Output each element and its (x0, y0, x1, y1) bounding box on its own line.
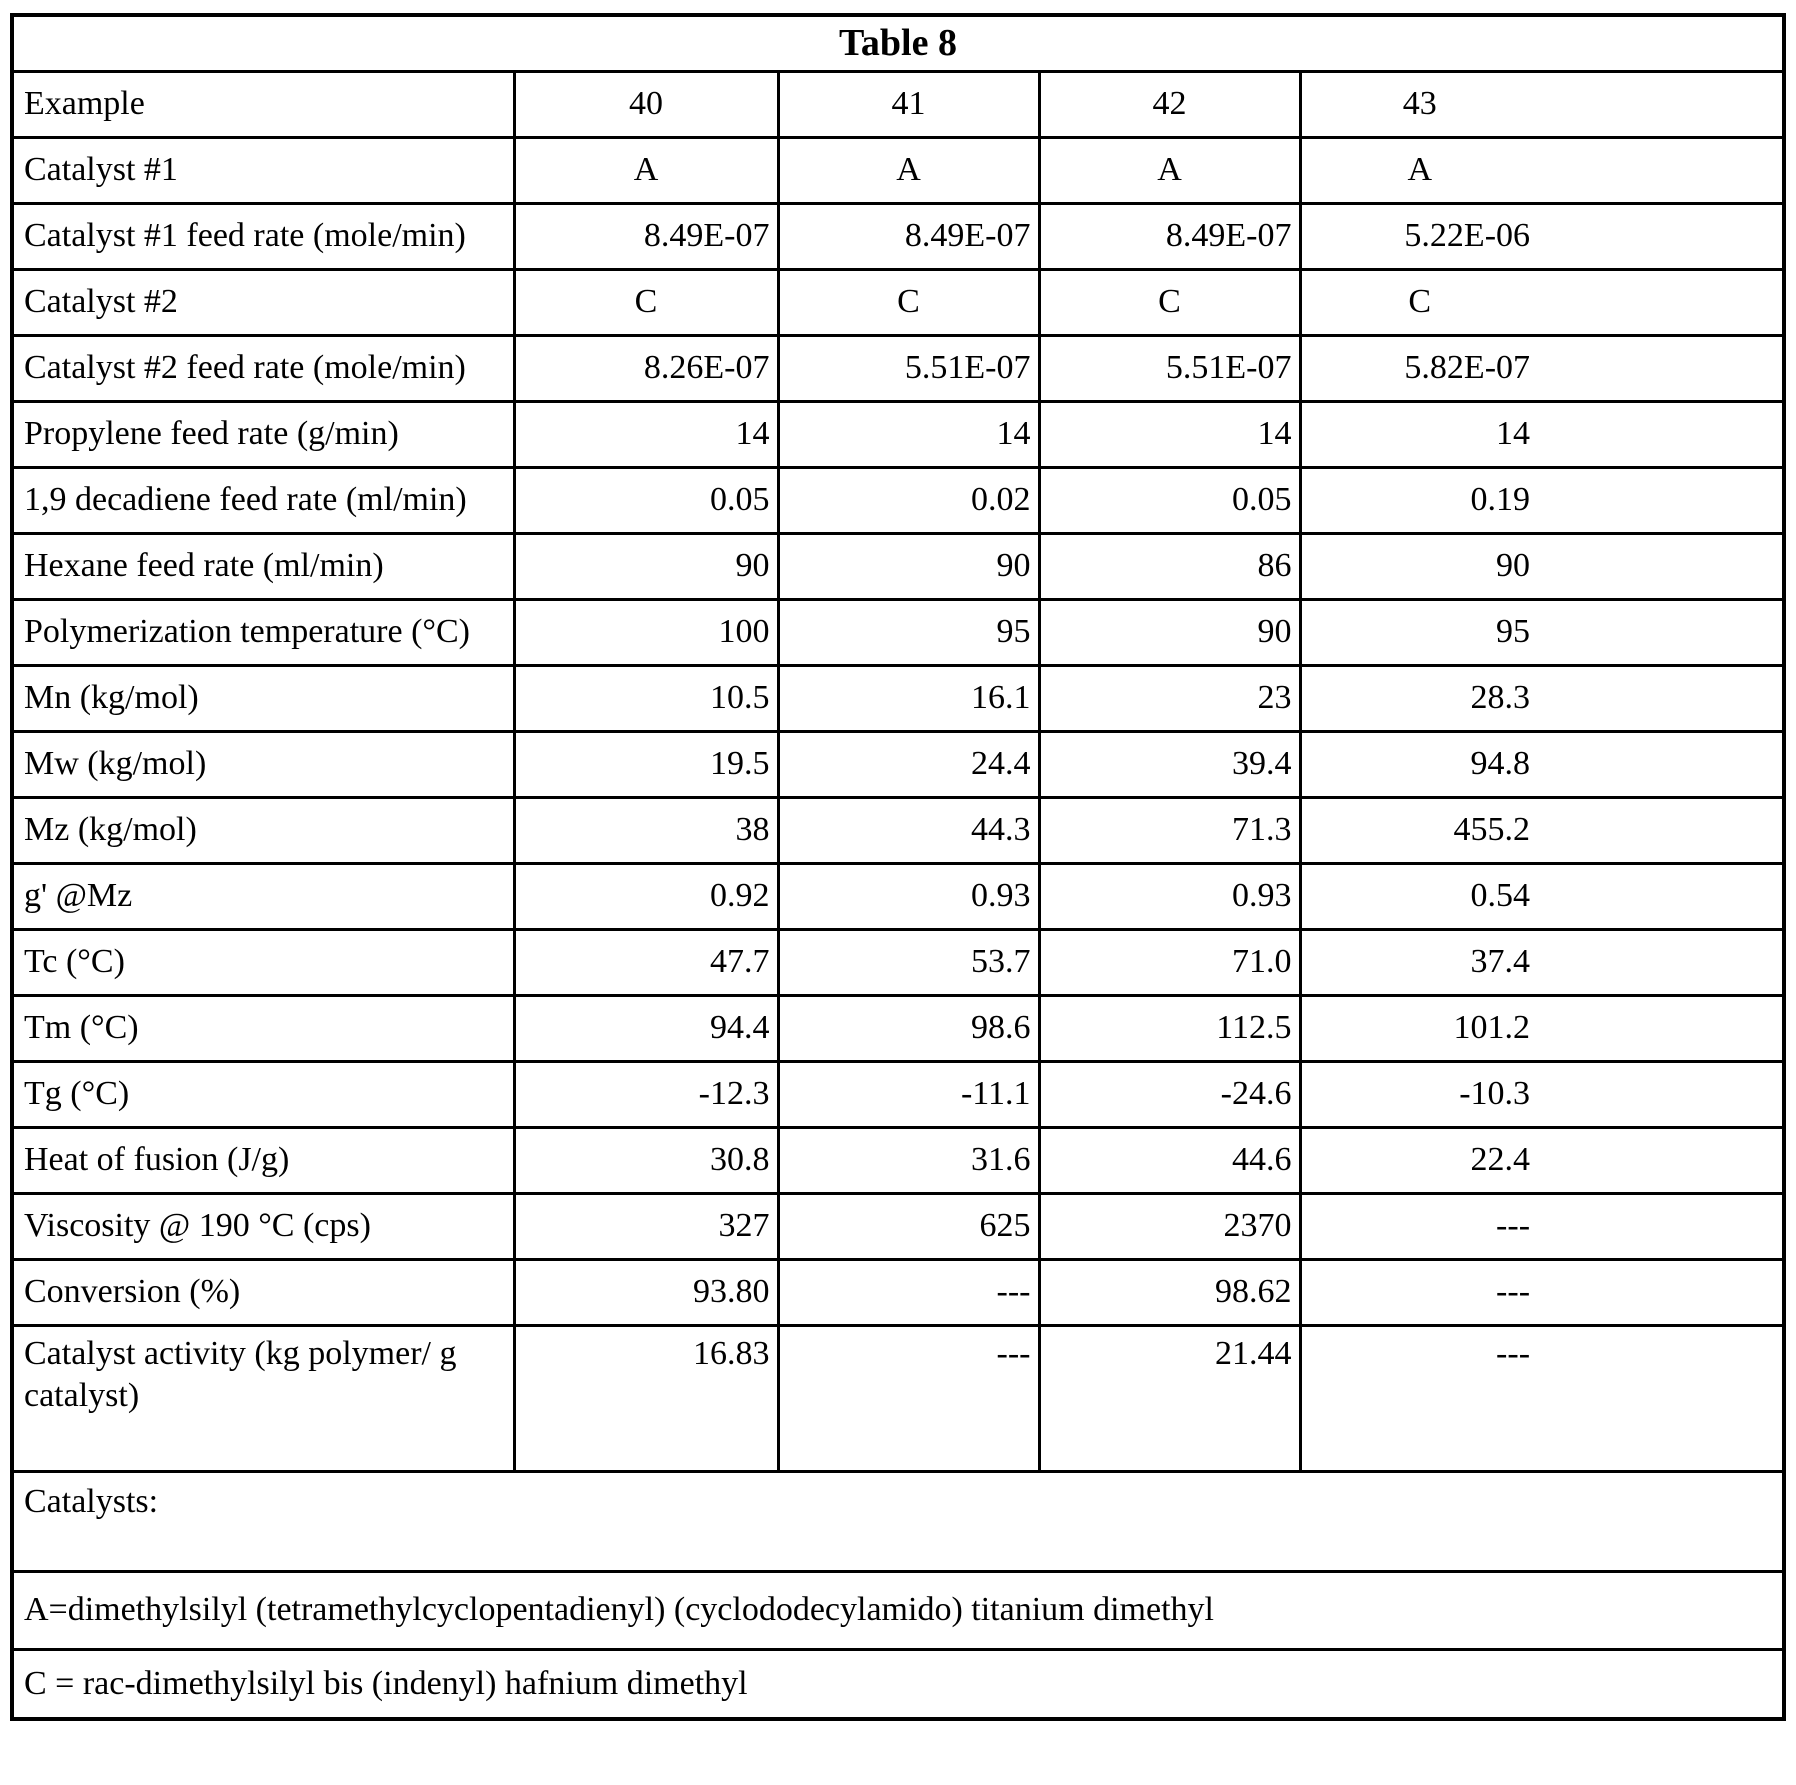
table-row (12, 1061, 1784, 1127)
cell-value: 53.7 (778, 929, 1039, 995)
cell-value: 90 (514, 533, 778, 599)
table-row (12, 335, 1784, 401)
cell-value: 47.7 (514, 929, 778, 995)
cell-value: 10.5 (514, 665, 778, 731)
catalyst-c-definition: C = rac-dimethylsilyl bis (indenyl) hafnium dimethyl (12, 1649, 1784, 1719)
row-label: Conversion (%) (12, 1259, 514, 1325)
table-8 (10, 13, 1786, 1721)
cell-value: 0.54 (1300, 863, 1784, 929)
cell-value: C (1039, 269, 1300, 335)
cell-value: 5.82E-07 (1300, 335, 1784, 401)
cell-value: 98.6 (778, 995, 1039, 1061)
row-label: Hexane feed rate (ml/min) (12, 533, 514, 599)
cell-value: 98.62 (1039, 1259, 1300, 1325)
cell-value: 23 (1039, 665, 1300, 731)
row-label: 1,9 decadiene feed rate (ml/min) (12, 467, 514, 533)
notes-row (12, 1649, 1784, 1719)
notes-row (12, 1571, 1784, 1649)
cell-value: 90 (778, 533, 1039, 599)
cell-value: --- (1300, 1325, 1784, 1471)
cell-value: 8.49E-07 (514, 203, 778, 269)
cell-value: 71.3 (1039, 797, 1300, 863)
table-row (12, 401, 1784, 467)
cell-value: C (1300, 269, 1784, 335)
cell-value: -24.6 (1039, 1061, 1300, 1127)
cell-value: 14 (1039, 401, 1300, 467)
cell-value: 30.8 (514, 1127, 778, 1193)
cell-value: --- (1300, 1259, 1784, 1325)
cell-value: 93.80 (514, 1259, 778, 1325)
cell-value: 95 (778, 599, 1039, 665)
cell-value: C (778, 269, 1039, 335)
cell-value: -12.3 (514, 1061, 778, 1127)
row-label: g' @Mz (12, 863, 514, 929)
row-label: Polymerization temperature (°C) (12, 599, 514, 665)
cell-value: 90 (1300, 533, 1784, 599)
cell-value: 43 (1300, 71, 1784, 137)
cell-value: C (514, 269, 778, 335)
cell-value: 0.02 (778, 467, 1039, 533)
row-label: Heat of fusion (J/g) (12, 1127, 514, 1193)
row-label: Propylene feed rate (g/min) (12, 401, 514, 467)
table-row (12, 269, 1784, 335)
table-row (12, 929, 1784, 995)
cell-value: 0.93 (1039, 863, 1300, 929)
cell-value: 0.93 (778, 863, 1039, 929)
title-row (12, 15, 1784, 71)
cell-value: 112.5 (1039, 995, 1300, 1061)
cell-value: 0.05 (514, 467, 778, 533)
cell-value: 44.3 (778, 797, 1039, 863)
cell-value: 22.4 (1300, 1127, 1784, 1193)
table-row (12, 665, 1784, 731)
cell-value: 42 (1039, 71, 1300, 137)
cell-value: 94.8 (1300, 731, 1784, 797)
cell-value: 24.4 (778, 731, 1039, 797)
cell-value: 44.6 (1039, 1127, 1300, 1193)
cell-value: 625 (778, 1193, 1039, 1259)
cell-value: -10.3 (1300, 1061, 1784, 1127)
cell-value: 31.6 (778, 1127, 1039, 1193)
table-row (12, 533, 1784, 599)
table-title: Table 8 (12, 15, 1784, 71)
cell-value: 94.4 (514, 995, 778, 1061)
cell-value: 14 (778, 401, 1039, 467)
table-title-section (12, 15, 1784, 71)
row-label: Catalyst #2 (12, 269, 514, 335)
row-label: Catalyst #1 (12, 137, 514, 203)
row-label: Tm (°C) (12, 995, 514, 1061)
table-row (12, 1325, 1784, 1471)
row-label: Tc (°C) (12, 929, 514, 995)
cell-value: 2370 (1039, 1193, 1300, 1259)
cell-value: 327 (514, 1193, 778, 1259)
row-label: Mz (kg/mol) (12, 797, 514, 863)
cell-value: A (1300, 137, 1784, 203)
cell-value: 41 (778, 71, 1039, 137)
cell-value: 40 (514, 71, 778, 137)
cell-value: 90 (1039, 599, 1300, 665)
cell-value: A (1039, 137, 1300, 203)
row-label: Catalyst #1 feed rate (mole/min) (12, 203, 514, 269)
table-row (12, 203, 1784, 269)
table-row (12, 1127, 1784, 1193)
cell-value: 101.2 (1300, 995, 1784, 1061)
table-row (12, 995, 1784, 1061)
row-label: Tg (°C) (12, 1061, 514, 1127)
cell-value: 8.49E-07 (1039, 203, 1300, 269)
cell-value: 455.2 (1300, 797, 1784, 863)
row-label: Catalyst #2 feed rate (mole/min) (12, 335, 514, 401)
table-notes-section (12, 1471, 1784, 1719)
table-row (12, 1193, 1784, 1259)
cell-value: A (514, 137, 778, 203)
cell-value: --- (778, 1325, 1039, 1471)
cell-value: 5.51E-07 (1039, 335, 1300, 401)
table-row (12, 599, 1784, 665)
cell-value: 5.22E-06 (1300, 203, 1784, 269)
cell-value: 21.44 (1039, 1325, 1300, 1471)
table-row (12, 71, 1784, 137)
cell-value: A (778, 137, 1039, 203)
cell-value: 28.3 (1300, 665, 1784, 731)
cell-value: -11.1 (778, 1061, 1039, 1127)
cell-value: 71.0 (1039, 929, 1300, 995)
cell-value: 37.4 (1300, 929, 1784, 995)
table-row (12, 467, 1784, 533)
table-row (12, 863, 1784, 929)
cell-value: 19.5 (514, 731, 778, 797)
table-row (12, 1259, 1784, 1325)
cell-value: 39.4 (1039, 731, 1300, 797)
row-label: Viscosity @ 190 °C (cps) (12, 1193, 514, 1259)
row-label: Mw (kg/mol) (12, 731, 514, 797)
table-row (12, 137, 1784, 203)
table-row (12, 731, 1784, 797)
cell-value: --- (778, 1259, 1039, 1325)
cell-value: 14 (1300, 401, 1784, 467)
cell-value: 14 (514, 401, 778, 467)
cell-value: 0.05 (1039, 467, 1300, 533)
catalyst-a-definition: A=dimethylsilyl (tetramethylcyclopentadienyl) (cyclododecylamido) titanium dimethyl (12, 1571, 1784, 1649)
cell-value: 16.1 (778, 665, 1039, 731)
cell-value: 16.83 (514, 1325, 778, 1471)
cell-value: 95 (1300, 599, 1784, 665)
cell-value: 8.49E-07 (778, 203, 1039, 269)
cell-value: 38 (514, 797, 778, 863)
cell-value: 0.92 (514, 863, 778, 929)
table-body (12, 71, 1784, 1471)
table-row (12, 797, 1784, 863)
row-label: Mn (kg/mol) (12, 665, 514, 731)
row-label: Catalyst activity (kg polymer/ g catalyst) (12, 1325, 514, 1471)
cell-value: --- (1300, 1193, 1784, 1259)
cell-value: 0.19 (1300, 467, 1784, 533)
cell-value: 8.26E-07 (514, 335, 778, 401)
cell-value: 5.51E-07 (778, 335, 1039, 401)
cell-value: 86 (1039, 533, 1300, 599)
catalysts-heading: Catalysts: (12, 1471, 1784, 1571)
notes-row (12, 1471, 1784, 1571)
row-label: Example (12, 71, 514, 137)
cell-value: 100 (514, 599, 778, 665)
